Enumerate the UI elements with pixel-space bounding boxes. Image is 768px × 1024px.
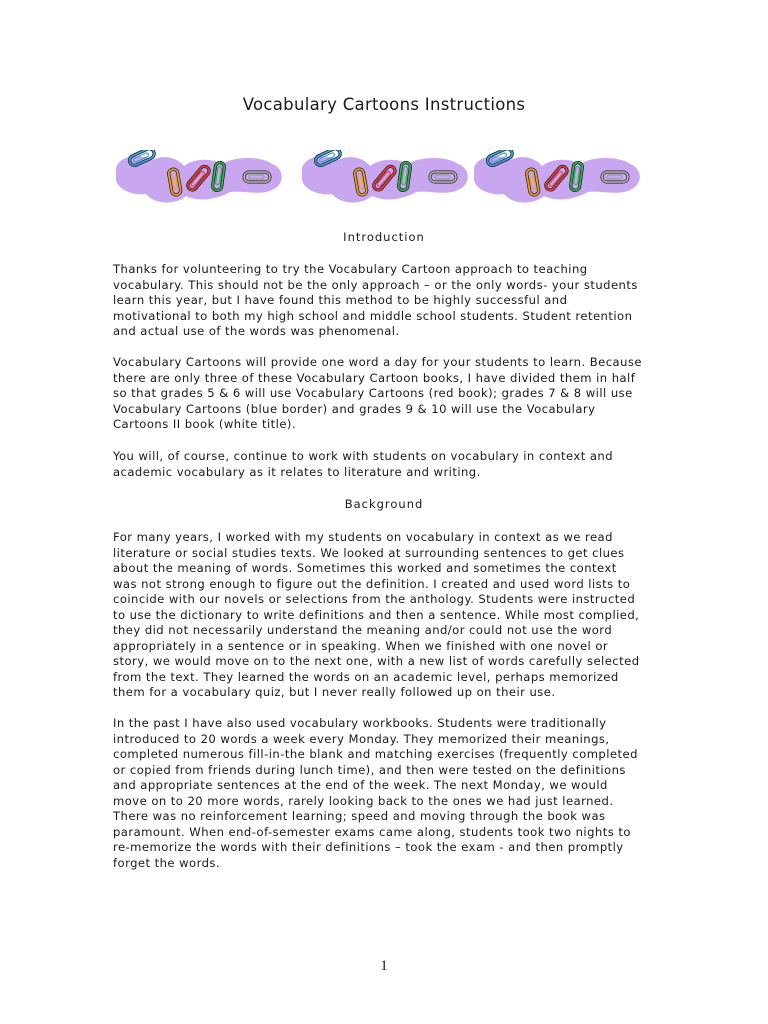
paperclip-border-icon: [112, 150, 642, 208]
section-heading-introduction: Introduction: [343, 230, 425, 244]
document-title: Vocabulary Cartoons Instructions: [242, 95, 526, 114]
intro-paragraph-3: You will, of course, continue to work with students on vocabulary in context and academic vocabulary as it relates to literature and writing.: [113, 449, 614, 479]
background-paragraph-1: For many years, I worked with my students on vocabulary in context as we read literature or social studies texts. We looked at surrounding sentences to get clues about the meaning of words. Sometimes this worked and sometimes the context was not strong enough to figure out the definition. I created and used word lists to coincide with our novels or selections from the anthology. Students were instructed to use the dictionary to write definitions and then a sentence. While most complied, they did not necessarily understand the meaning and/or could not use the word appropriately in a sentence or in speaking. When we finished with one novel or story, we would move on to the next one, with a new list of words carefully selected from the text. They learned the words on an academic level, perhaps memorized them for a vocabulary quiz, but I never really followed up on their use.: [113, 530, 640, 699]
section-heading-background: Background: [344, 497, 424, 511]
intro-paragraph-2: Vocabulary Cartoons will provide one word a day for your students to learn. Because there are only three of these Vocabulary Cartoon books, I have divided them in half so that grades 5 & 6 will use Vocabulary Cartoons (red book); grades 7 & 8 will use Vocabulary Cartoons (blue border) and grades 9 & 10 will use the Vocabulary Cartoons II book (white title).: [113, 355, 642, 431]
intro-paragraph-1: Thanks for volunteering to try the Vocabulary Cartoon approach to teaching vocabulary. This should not be the only approach – or the only words- your students learn this year, but I have found this method to be highly successful and motivational to both my high school and middle school students. Student retention and actual use of the words was phenomenal.: [113, 262, 638, 338]
page-number: 1: [380, 958, 388, 974]
background-paragraph-2: In the past I have also used vocabulary workbooks. Students were traditionally introduced to 20 words a week every Monday. They memorized their meanings, completed numerous fill-in-the blank and matching exercises (frequently completed or copied from friends during lunch time), and then were tested on the definitions and appropriate sentences at the end of the week. The next Monday, we would move on to 20 more words, rarely looking back to the ones we had just learned. There was no reinforcement learning; speed and moving through the book was paramount. When end-of-semester exams came along, students took two nights to re-memorize the words with their definitions – took the exam - and then promptly forget the words.: [113, 716, 638, 870]
